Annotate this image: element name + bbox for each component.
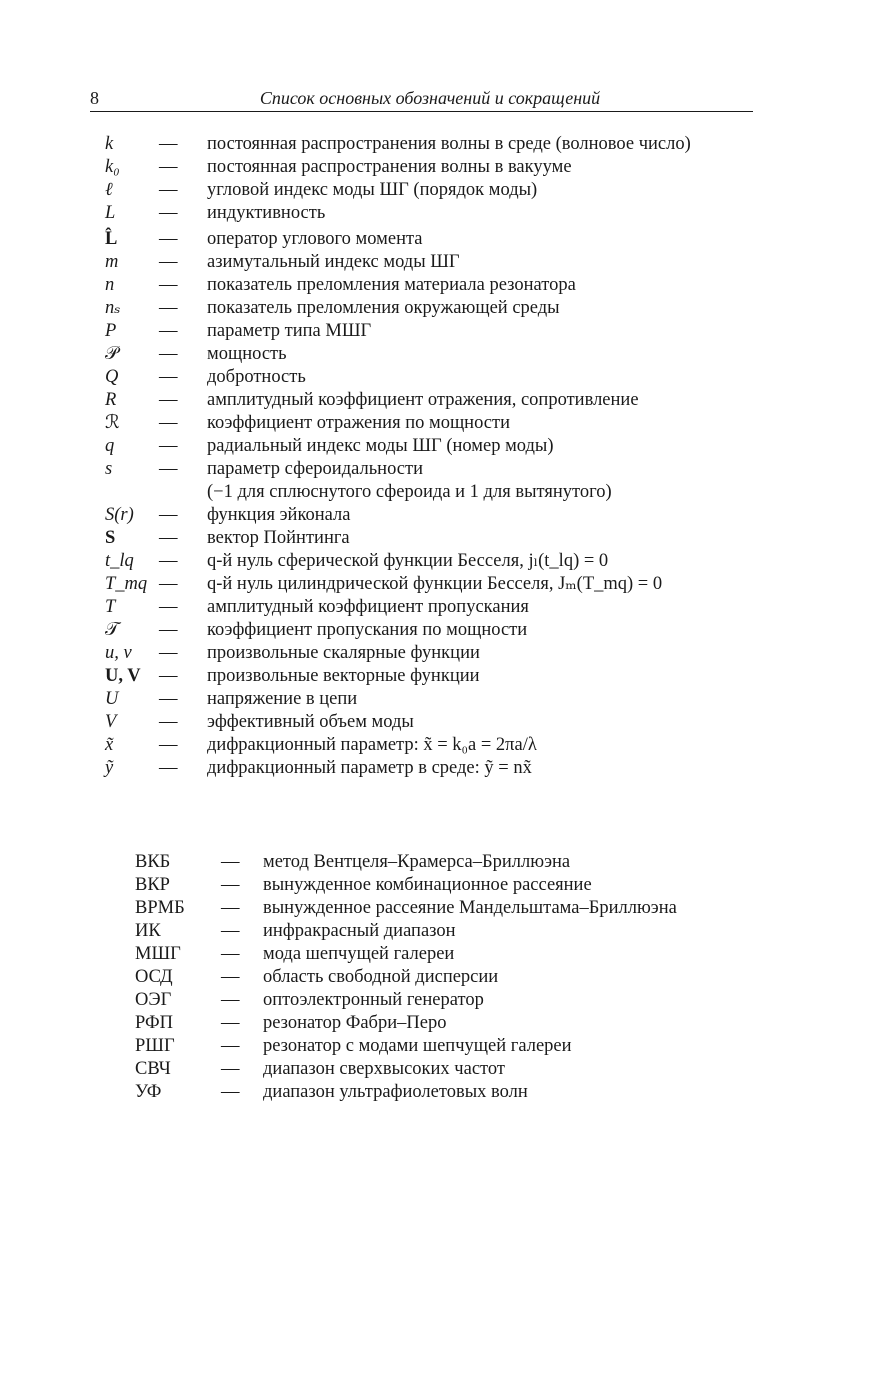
dash: —	[159, 367, 178, 387]
abbreviation: ИК	[135, 921, 161, 941]
dash: —	[159, 574, 178, 594]
dash: —	[159, 551, 178, 571]
dash: —	[159, 229, 178, 249]
dash: —	[159, 620, 178, 640]
abbreviation-row	[135, 1058, 775, 1081]
abbreviation: ВКР	[135, 875, 170, 895]
symbol: n	[105, 275, 115, 295]
dash: —	[159, 597, 178, 617]
symbol: s	[105, 459, 113, 479]
abbreviation-description: резонатор с модами шепчущей галереи	[263, 1036, 572, 1056]
symbol: ℓ	[105, 180, 113, 200]
symbol: nₛ	[105, 298, 121, 318]
symbol-row	[105, 251, 765, 274]
dash: —	[221, 1082, 240, 1102]
symbol: P	[105, 321, 117, 341]
abbreviation-description: вынужденное комбинационное рассеяние	[263, 875, 592, 895]
symbol-row	[105, 619, 765, 642]
symbol-description: постоянная распространения волны в среде (волновое число)	[207, 134, 691, 154]
symbol-description: добротность	[207, 367, 306, 387]
dash: —	[221, 898, 240, 918]
dash: —	[221, 852, 240, 872]
abbreviation: ОЭГ	[135, 990, 172, 1010]
symbol-description: амплитудный коэффициент отражения, сопротивление	[207, 390, 639, 410]
symbol-description: дифракционный параметр в среде: ỹ = nx̃	[207, 758, 532, 778]
dash: —	[159, 505, 178, 525]
symbol-description: радиальный индекс моды ШГ (номер моды)	[207, 436, 554, 456]
symbol-description-line: параметр сфероидальности	[207, 459, 423, 479]
symbol-row	[105, 550, 765, 573]
abbreviation-row	[135, 920, 775, 943]
dash: —	[159, 459, 178, 479]
symbol-description: азимутальный индекс моды ШГ	[207, 252, 460, 272]
symbol-description: угловой индекс моды ШГ (порядок моды)	[207, 180, 538, 200]
dash: —	[159, 689, 178, 709]
symbol-description: q-й нуль цилиндрической функции Бесселя, Jₘ(T_mq) = 0	[207, 574, 663, 594]
symbol: R	[105, 390, 117, 410]
symbol-description: амплитудный коэффициент пропускания	[207, 597, 529, 617]
symbol-row	[105, 274, 765, 297]
symbol-row	[105, 202, 765, 225]
symbol-row	[105, 688, 765, 711]
symbol-description: коэффициент пропускания по мощности	[207, 620, 528, 640]
symbol-description: параметр типа МШГ	[207, 321, 372, 341]
abbreviation-description: оптоэлектронный генератор	[263, 990, 484, 1010]
dash: —	[159, 134, 178, 154]
dash: —	[221, 1059, 240, 1079]
symbol-description: мощность	[207, 344, 287, 364]
abbreviation-row	[135, 874, 775, 897]
symbol: L̂	[105, 229, 118, 249]
abbreviation-row	[135, 943, 775, 966]
dash: —	[159, 436, 178, 456]
symbol-description: напряжение в цепи	[207, 689, 358, 709]
dash: —	[221, 921, 240, 941]
symbol-row	[105, 458, 765, 504]
symbol-description: вектор Пойнтинга	[207, 528, 350, 548]
abbreviation-description: резонатор Фабри–Перо	[263, 1013, 447, 1033]
dash: —	[159, 180, 178, 200]
symbol-row	[105, 389, 765, 412]
abbreviation: ВРМБ	[135, 898, 185, 918]
symbol-row	[105, 527, 765, 550]
dash: —	[159, 528, 178, 548]
symbol-description: постоянная распространения волны в вакууме	[207, 157, 572, 177]
header-rule	[90, 111, 753, 112]
dash: —	[159, 758, 178, 778]
abbreviation-row	[135, 966, 775, 989]
abbreviations-list	[135, 851, 775, 1104]
dash: —	[159, 275, 178, 295]
dash: —	[221, 967, 240, 987]
abbreviation-row	[135, 897, 775, 920]
symbol: k	[105, 134, 114, 154]
abbreviation-row	[135, 989, 775, 1012]
symbol: U, V	[105, 666, 141, 686]
symbol-row	[105, 504, 765, 527]
abbreviation: МШГ	[135, 944, 181, 964]
abbreviation: РФП	[135, 1013, 173, 1033]
dash: —	[159, 735, 178, 755]
symbol-row	[105, 133, 765, 156]
dash: —	[221, 875, 240, 895]
symbol: T	[105, 597, 116, 617]
abbreviation-description: метод Вентцеля–Крамерса–Бриллюэна	[263, 852, 571, 872]
abbreviation: РШГ	[135, 1036, 175, 1056]
symbol: 𝒫	[105, 344, 119, 364]
symbol-row	[105, 179, 765, 202]
abbreviation: ВКБ	[135, 852, 171, 872]
symbol-description: произвольные скалярные функции	[207, 643, 480, 663]
dash: —	[159, 252, 178, 272]
symbol-description: эффективный объем моды	[207, 712, 414, 732]
symbol-description: дифракционный параметр: x̃ = k₀a = 2πa/λ	[207, 735, 537, 755]
running-title: Список основных обозначений и сокращений	[259, 88, 601, 108]
symbol: k₀	[105, 157, 120, 177]
abbreviation-row	[135, 1035, 775, 1058]
abbreviation: СВЧ	[135, 1059, 171, 1079]
dash: —	[159, 298, 178, 318]
symbol: L	[105, 203, 116, 223]
abbreviation: ОСД	[135, 967, 173, 987]
dash: —	[221, 990, 240, 1010]
symbol: x̃	[105, 735, 114, 755]
symbol: u, v	[105, 643, 132, 663]
symbol: T_mq	[105, 574, 148, 594]
dash: —	[159, 390, 178, 410]
abbreviation-description: вынужденное рассеяние Мандельштама–Бриллюэна	[263, 898, 677, 918]
symbol-row	[105, 228, 765, 251]
abbreviation-description: мода шепчущей галереи	[263, 944, 455, 964]
symbol-description: функция эйконала	[207, 505, 351, 525]
abbreviation-description: диапазон сверхвысоких частот	[263, 1059, 505, 1079]
dash: —	[221, 1013, 240, 1033]
symbol-description-line: (−1 для сплюснутого сфероида и 1 для вытянутого)	[207, 482, 612, 502]
symbol-row	[105, 297, 765, 320]
symbol: m	[105, 252, 119, 272]
symbol-row	[105, 343, 765, 366]
dash: —	[159, 321, 178, 341]
symbol: V	[105, 712, 117, 732]
symbol: q	[105, 436, 115, 456]
abbreviation-description: область свободной дисперсии	[263, 967, 499, 987]
symbol: ỹ	[105, 758, 114, 778]
symbol: 𝒯	[105, 620, 120, 640]
symbol: Q	[105, 367, 119, 387]
abbreviation-row	[135, 1012, 775, 1035]
dash: —	[159, 666, 178, 686]
symbol-description: q-й нуль сферической функции Бесселя, jₗ(t_lq) = 0	[207, 551, 609, 571]
abbreviation-row	[135, 1081, 775, 1104]
dash: —	[159, 712, 178, 732]
symbol-row	[105, 596, 765, 619]
symbol-row	[105, 711, 765, 734]
symbol-row	[105, 320, 765, 343]
abbreviation: УФ	[135, 1082, 162, 1102]
abbreviation-row	[135, 851, 775, 874]
symbols-list	[105, 133, 765, 780]
symbol: t_lq	[105, 551, 134, 571]
symbol: U	[105, 689, 119, 709]
symbol-row	[105, 642, 765, 665]
symbol: S	[105, 528, 116, 548]
symbol-row	[105, 412, 765, 435]
symbol-row	[105, 573, 765, 596]
symbol-row	[105, 435, 765, 458]
symbol-row	[105, 757, 765, 780]
symbol-description: коэффициент отражения по мощности	[207, 413, 510, 433]
symbol-description: показатель преломления материала резонатора	[207, 275, 576, 295]
symbol: S(r)	[105, 505, 134, 525]
symbol-description: показатель преломления окружающей среды	[207, 298, 560, 318]
symbol-row	[105, 665, 765, 688]
symbol-row	[105, 156, 765, 179]
symbol-description: оператор углового момента	[207, 229, 423, 249]
abbreviation-description: инфракрасный диапазон	[263, 921, 456, 941]
symbol-description: произвольные векторные функции	[207, 666, 480, 686]
symbol: ℛ	[105, 413, 120, 433]
symbol-description: индуктивность	[207, 203, 326, 223]
dash: —	[159, 157, 178, 177]
dash: —	[159, 203, 178, 223]
dash: —	[221, 1036, 240, 1056]
symbol-description	[207, 458, 765, 504]
page-number: 8	[90, 88, 99, 108]
dash: —	[159, 413, 178, 433]
symbol-row	[105, 366, 765, 389]
abbreviation-description: диапазон ультрафиолетовых волн	[263, 1082, 528, 1102]
symbol-row	[105, 734, 765, 757]
dash: —	[159, 344, 178, 364]
dash: —	[159, 643, 178, 663]
dash: —	[221, 944, 240, 964]
